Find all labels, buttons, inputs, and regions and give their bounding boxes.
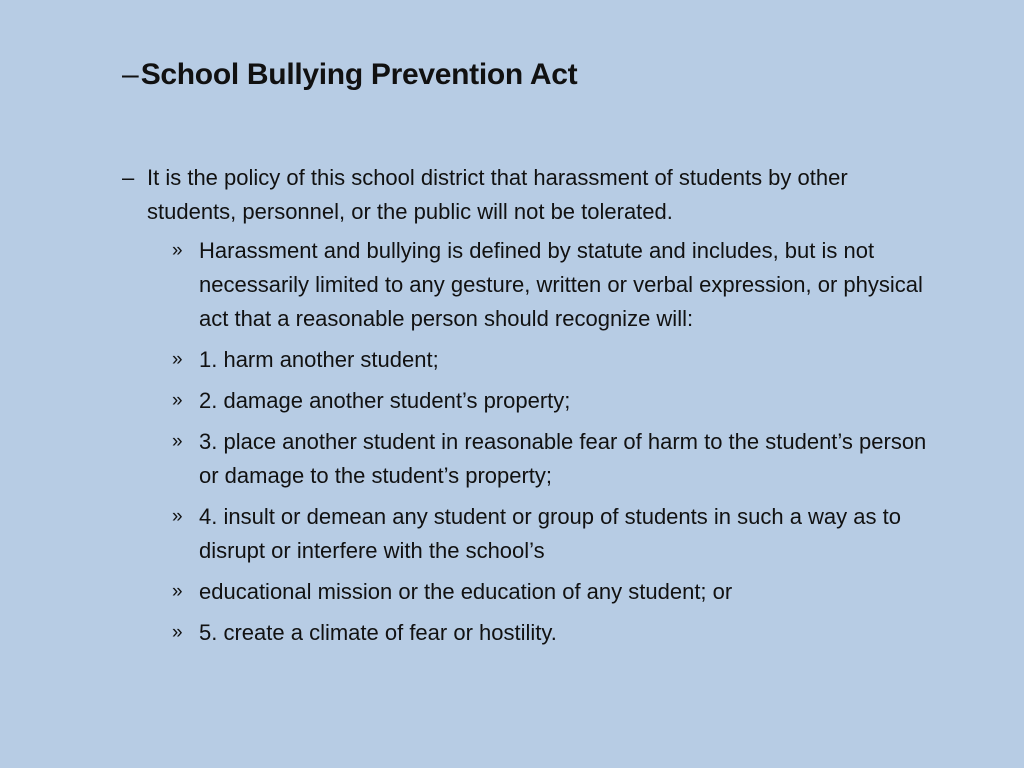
- chevron-bullet: »: [172, 622, 183, 643]
- list-item: [172, 343, 942, 377]
- dash-bullet: –: [122, 165, 135, 190]
- list-item: [172, 384, 942, 418]
- list-item-text: 4. insult or demean any student or group of students in such a way as to disrupt or interfere with the school’s: [199, 504, 901, 563]
- list-item: [172, 425, 942, 493]
- definition-list: [172, 234, 942, 657]
- chevron-bullet: »: [172, 240, 183, 261]
- chevron-bullet: »: [172, 390, 183, 411]
- list-item-text: 3. place another student in reasonable fear of harm to the student’s person or damage to the student’s property;: [199, 429, 927, 488]
- list-item-text: Harassment and bullying is defined by statute and includes, but is not necessarily limited to any gesture, written or verbal expression, or physical act that a reasonable person should recognize will:: [199, 238, 923, 331]
- list-item-text: educational mission or the education of any student; or: [199, 579, 733, 604]
- list-item-text: 5. create a climate of fear or hostility.: [199, 620, 557, 645]
- list-item: [172, 500, 942, 568]
- chevron-bullet: »: [172, 506, 183, 527]
- list-item: [172, 575, 942, 609]
- policy-statement: [122, 161, 942, 229]
- list-item: [172, 234, 942, 336]
- list-item-text: 1. harm another student;: [199, 347, 439, 372]
- title-text: School Bullying Prevention Act: [140, 58, 578, 91]
- chevron-bullet: »: [172, 349, 183, 370]
- title-dash-marker: –: [122, 58, 139, 91]
- list-item-text: 2. damage another student’s property;: [199, 388, 571, 413]
- chevron-bullet: »: [172, 431, 183, 452]
- chevron-bullet: »: [172, 581, 183, 602]
- slide-title: [122, 58, 577, 92]
- policy-statement-text: It is the policy of this school district that harassment of students by other students, personnel, or the public will not be tolerated.: [147, 165, 848, 224]
- list-item: [172, 616, 942, 650]
